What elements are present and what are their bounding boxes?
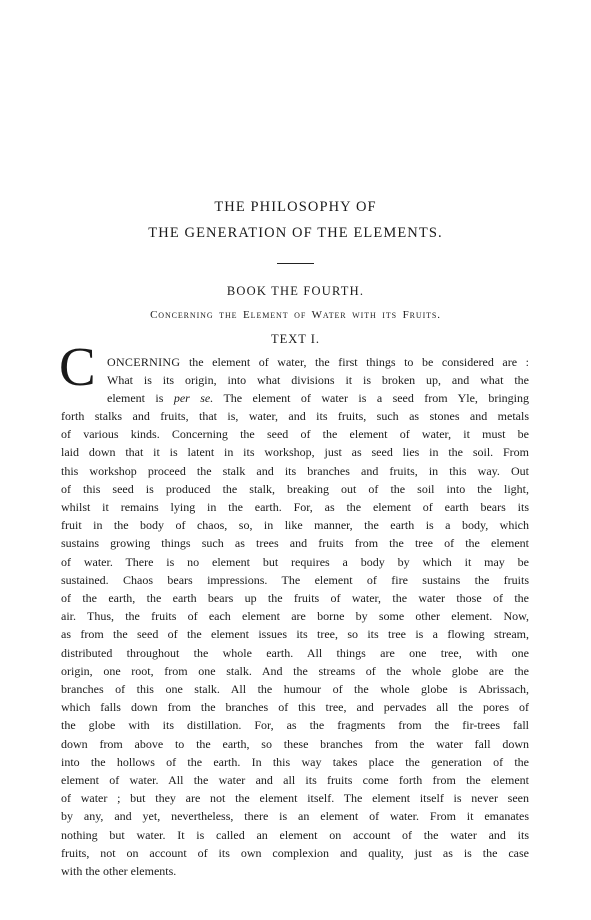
first-word-caps: ONCERNING <box>107 355 181 369</box>
line3-post: The element of water is a seed from Yle, bringing <box>213 391 530 405</box>
body-line-2: What is its origin, into what divisions it is broken up, and what the <box>107 373 529 387</box>
body-line-7: this workshop proceed the stalk and its branches and fruits, in this way. Out <box>61 463 529 478</box>
body-line-18: origin, one root, from one stalk. And the streams of the whole globe are the <box>61 663 529 678</box>
body-line-27: nothing but water. It is called an element on account of the water and its <box>61 827 529 842</box>
body-line-9: whilst it remains lying in the earth. For, as the element of earth bears its <box>61 500 529 514</box>
page-title-line-1: THE PHILOSOPHY OF <box>214 199 377 215</box>
body-line-29: with the other elements. <box>61 864 177 878</box>
first-line-rest: the element of water, the first things to be considered are : <box>180 355 529 369</box>
body-line-1 <box>107 355 529 369</box>
body-line-12: of water. There is no element but requires a body by which it may be <box>61 554 529 569</box>
body-line-24: element of water. All the water and all its fruits come forth from the element <box>61 773 529 787</box>
title-divider <box>277 263 314 264</box>
body-line-22: down from above to the earth, so these branches from the water fall down <box>61 736 529 751</box>
body-line-17: distributed throughout the whole earth. All things are one tree, with one <box>61 645 529 660</box>
line3-italic: per se. <box>173 391 214 405</box>
text-heading: TEXT I. <box>270 332 321 346</box>
body-line-4: forth stalks and fruits, that is, water, and its fruits, such as stones and metals <box>61 409 529 423</box>
body-line-28: fruits, not on account of its own complexion and quality, just as is the case <box>61 845 529 860</box>
body-line-5: of various kinds. Concerning the seed of the element of water, it must be <box>61 427 529 442</box>
line3-pre: element is <box>107 391 174 405</box>
book-heading: BOOK THE FOURTH. <box>226 284 365 298</box>
body-line-25: of water ; but they are not the element itself. The element itself is never seen <box>61 791 529 806</box>
chapter-subheading: Concerning the Element of Water with its Fruits. <box>150 309 441 321</box>
body-line-26: by any, and yet, nevertheless, there is an element of water. From it emanates <box>61 809 529 824</box>
body-line-3 <box>107 391 529 405</box>
body-line-13: sustained. Chaos bears impressions. The element of fire sustains the fruits <box>61 572 529 587</box>
body-line-10: fruit in the body of chaos, so, in like manner, the earth is a body, which <box>61 518 529 533</box>
body-line-19: branches of this one stalk. All the humour of the whole globe is Abrissach, <box>61 682 529 696</box>
body-line-11: sustains growing things such as trees and fruits from the tree of the element <box>61 536 529 551</box>
page-title-line-2: THE GENERATION OF THE ELEMENTS. <box>148 225 443 241</box>
body-line-6: laid down that it is latent in its workshop, just as seed lies in the soil. From <box>61 445 529 460</box>
body-line-20: which falls down from the branches of this tree, and pervades all the pores of <box>61 700 529 715</box>
body-line-14: of the earth, the earth bears up the fruits of water, the water those of the <box>61 591 529 605</box>
body-line-15: air. Thus, the fruits of each element are borne by some other element. Now, <box>61 609 529 624</box>
drop-cap: C <box>59 336 96 397</box>
body-line-16: as from the seed of the element issues its tree, so its tree is a flowing stream, <box>61 627 529 642</box>
body-line-8: of this seed is produced the stalk, breaking out of the soil into the light, <box>61 481 529 496</box>
body-line-23: into the hollows of the earth. In this way takes place the generation of the <box>61 754 529 769</box>
body-line-21: the globe with its distillation. For, as the fragments from the fir-trees fall <box>61 718 529 733</box>
